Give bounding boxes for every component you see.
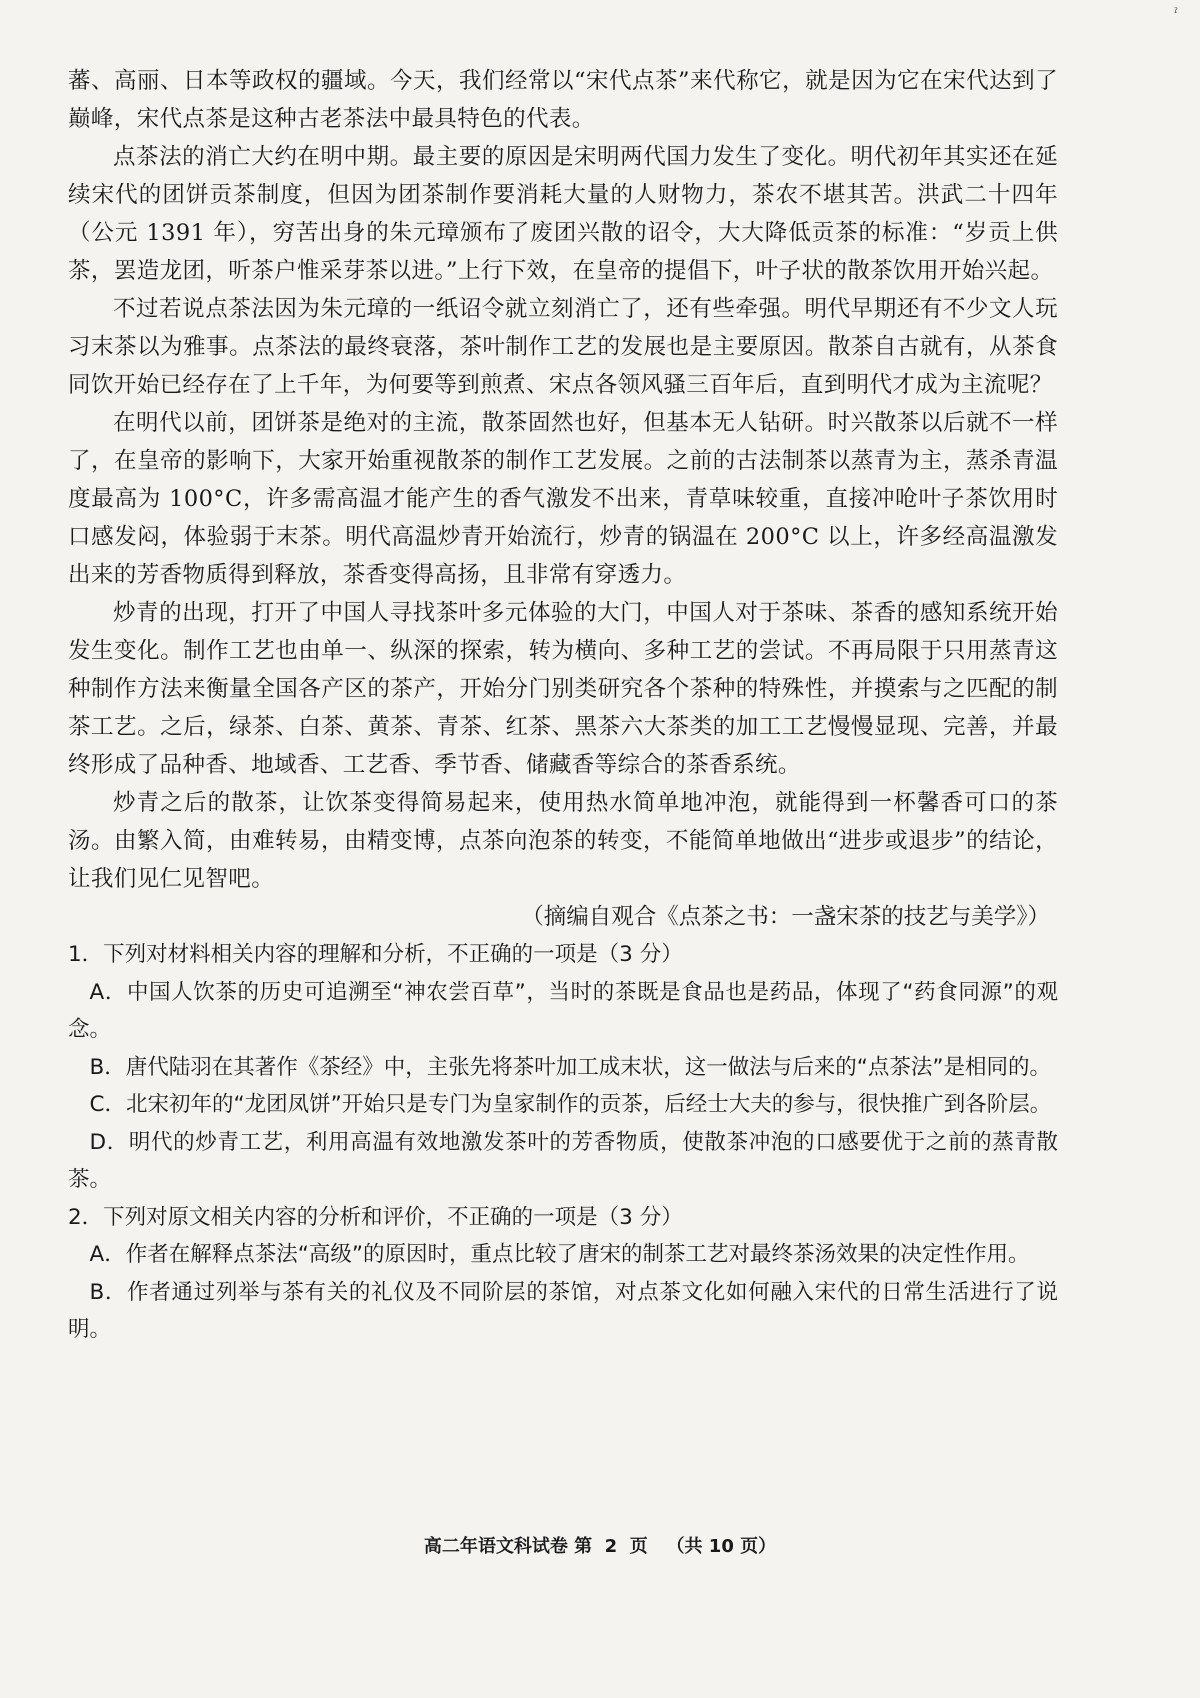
article-paragraph: 炒青的出现，打开了中国人寻找茶叶多元体验的大门，中国人对于茶味、茶香的感知系统开始发生变化。制作工艺也由单一、纵深的探索，转为横向、多种工艺的尝试。不再局限于只用蒸青这种制作方法来衡量全国各产区的茶产，开始分门别类研究各个茶种的特殊性，并摸索与之匹配的制茶工艺。之后，绿茶、白茶、黄茶、青茶、红茶、黑茶六大茶类的加工工艺慢慢显现、完善，并最终形成了品种香、地域香、工艺香、季节香、储藏香等综合的茶香系统。 [68, 600, 1058, 778]
answer-option-b: B．唐代陆羽在其著作《茶经》中，主张先将茶叶加工成末状，这一做法与后来的“点茶法”是相同的。 [89, 1054, 1052, 1080]
question-1 [68, 936, 1058, 1199]
question-stem: 2．下列对原文相关内容的分析和评价，不正确的一项是（3 分） [68, 1204, 683, 1230]
answer-option-a: A．中国人饮茶的历史可追溯至“神农尝百草”，当时的茶既是食品也是药品，体现了“药食同源”的观念。 [68, 979, 1058, 1042]
answer-option-b: B．作者通过列举与茶有关的礼仪及不同阶层的茶馆，对点茶文化如何融入宋代的日常生活进行了说明。 [68, 1279, 1058, 1342]
question-stem: 1．下列对材料相关内容的理解和分析，不正确的一项是（3 分） [68, 942, 683, 967]
page-footer: 高二年语文科试卷 第 2 页 （共 10 页） [423, 1536, 777, 1557]
answer-option-a: A．作者在解释点茶法“高级”的原因时，重点比较了唐宋的制茶工艺对最终茶汤效果的决定性作用。 [89, 1242, 1030, 1267]
article-paragraph: 点茶法的消亡大约在明中期。最主要的原因是宋明两代国力发生了变化。明代初年其实还在延续宋代的团饼贡茶制度，但因为团茶制作要消耗大量的人财物力，茶农不堪其苦。洪武二十四年（公元 1391 年），穷苦出身的朱元璋颁布了废团兴散的诏令，大大降低贡茶的标准：“岁贡上供茶，罢造龙团，听茶户惟采芽茶以进。”上行下效，在皇帝的提倡下，叶子状的散茶饮用开始兴起。 [68, 144, 1058, 284]
page-content [68, 62, 1058, 1349]
answer-option-c: C．北宋初年的“龙团凤饼”开始只是专门为皇家制作的贡茶，后经士大夫的参与，很快推广到各阶层。 [89, 1092, 1052, 1117]
article-paragraph: 不过若说点茶法因为朱元璋的一纸诏令就立刻消亡了，还有些牵强。明代早期还有不少文人玩习末茶以为雅事。点茶法的最终衰落，茶叶制作工艺的发展也是主要原因。散茶自古就有，从茶食同饮开始已经存在了上千年，为何要等到煎煮、宋点各领风骚三百年后，直到明代才成为主流呢？ [68, 296, 1058, 398]
corner-mark: ˀ [1174, 6, 1178, 22]
article-paragraph: 蕃、高丽、日本等政权的疆域。今天，我们经常以“宋代点茶”来代称它，就是因为它在宋代达到了巅峰，宋代点茶是这种古老茶法中最具特色的代表。 [68, 68, 1058, 132]
article-paragraph: 炒青之后的散茶，让饮茶变得简易起来，使用热水简单地冲泡，就能得到一杯馨香可口的茶汤。由繁入简，由难转易，由精变博，点茶向泡茶的转变，不能简单地做出“进步或退步”的结论，让我们见仁见智吧。 [68, 790, 1058, 892]
article-paragraph: 在明代以前，团饼茶是绝对的主流，散茶固然也好，但基本无人钻研。时兴散茶以后就不一样了，在皇帝的影响下，大家开始重视散茶的制作工艺发展。之前的古法制茶以蒸青为主，蒸杀青温度最高为 100°C，许多需高温才能产生的香气激发不出来，青草味较重，直接冲呛叶子茶饮用时口感发闷，体验弱于末茶。明代高温炒青开始流行，炒青的锅温在 200°C 以上，许多经高温激发出来的芳香物质得到释放，茶香变得高扬，且非常有穿透力。 [68, 410, 1058, 588]
answer-option-d: D．明代的炒青工艺，利用高温有效地激发茶叶的芳香物质，使散茶冲泡的口感要优于之前的蒸青散茶。 [68, 1129, 1058, 1192]
article-source: （摘编自观合《点茶之书：一盏宋茶的技艺与美学》） [521, 904, 1050, 930]
question-2 [68, 1199, 1058, 1349]
